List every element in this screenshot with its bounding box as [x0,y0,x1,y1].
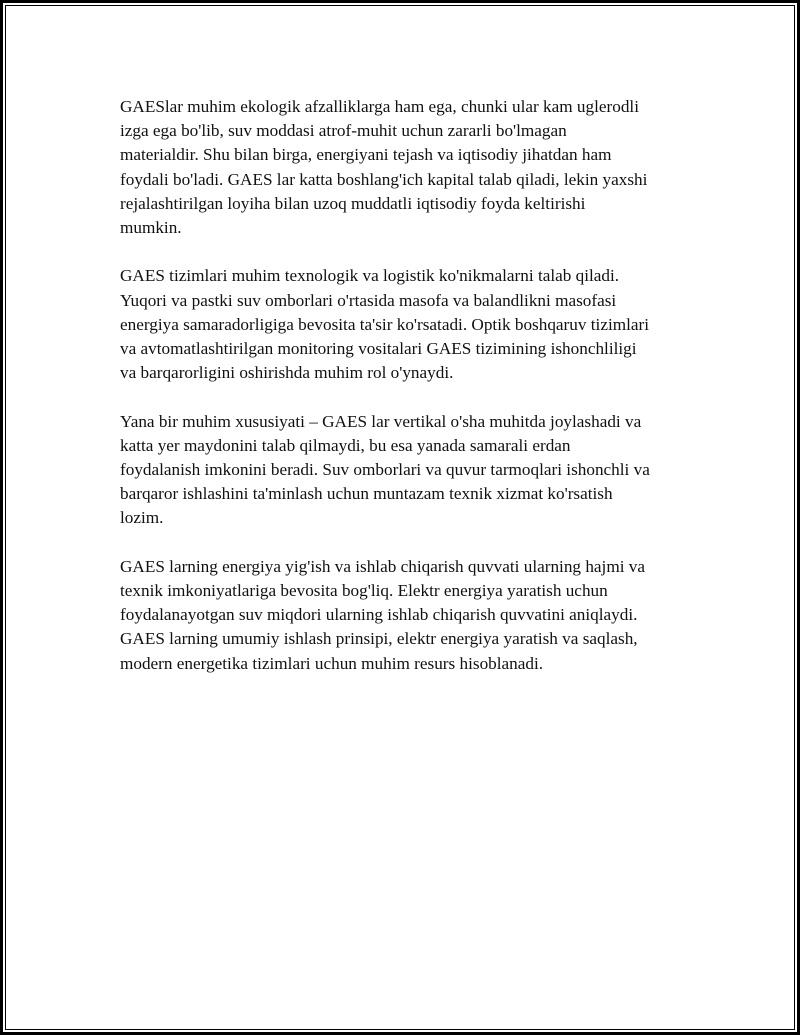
paragraph-2 [120,264,695,385]
text-line: mumkin. [120,218,182,238]
paragraph-1 [120,95,695,240]
text-line: texnik imkoniyatlariga bevosita bog'liq. Elektr energiya yaratish uchun [120,581,608,601]
text-line: GAES tizimlari muhim texnologik va logistik ko'nikmalarni talab qiladi. [120,266,620,286]
text-line: modern energetika tizimlari uchun muhim resurs hisoblanadi. [120,653,544,673]
document-body [120,95,695,700]
text-line: energiya samaradorligiga bevosita ta'sir ko'rsatadi. Optik boshqaruv tizimlari [120,314,649,334]
paragraph-4 [120,555,695,676]
text-line: va barqarorligini oshirishda muhim rol o'ynaydi. [120,363,454,383]
text-line: GAES larning umumiy ishlash prinsipi, elektr energiya yaratish va saqlash, [120,629,638,649]
text-line: barqaror ishlashini ta'minlash uchun muntazam texnik xizmat ko'rsatish [120,484,613,504]
text-line: katta yer maydonini talab qilmaydi, bu esa yanada samarali erdan [120,435,571,455]
text-line: GAES larning energiya yig'ish va ishlab chiqarish quvvati ularning hajmi va [120,556,645,576]
text-line: foydalanayotgan suv miqdori ularning ishlab chiqarish quvvatini aniqlaydi. [120,605,638,625]
text-line: materialdir. Shu bilan birga, energiyani tejash va iqtisodiy jihatdan ham [120,145,612,165]
text-line: izga ega bo'lib, suv moddasi atrof-muhit uchun zararli bo'lmagan [120,121,567,141]
text-line: rejalashtirilgan loyiha bilan uzoq muddatli iqtisodiy foyda keltirishi [120,193,586,213]
text-line: Yuqori va pastki suv omborlari o'rtasida masofa va balandlikni masofasi [120,290,617,310]
text-line: foydali bo'ladi. GAES lar katta boshlang'ich kapital talab qiladi, lekin yaxshi [120,169,648,189]
paragraph-3 [120,410,695,531]
text-line: va avtomatlashtirilgan monitoring vositalari GAES tizimining ishonchliligi [120,339,637,359]
text-line: foydalanish imkonini beradi. Suv omborlari va quvur tarmoqlari ishonchli va [120,460,650,480]
text-line: Yana bir muhim xususiyati – GAES lar vertikal o'sha muhitda joylashadi va [120,411,642,431]
text-line: lozim. [120,508,164,528]
text-line: GAESlar muhim ekologik afzalliklarga ham ega, chunki ular kam uglerodli [120,97,639,116]
